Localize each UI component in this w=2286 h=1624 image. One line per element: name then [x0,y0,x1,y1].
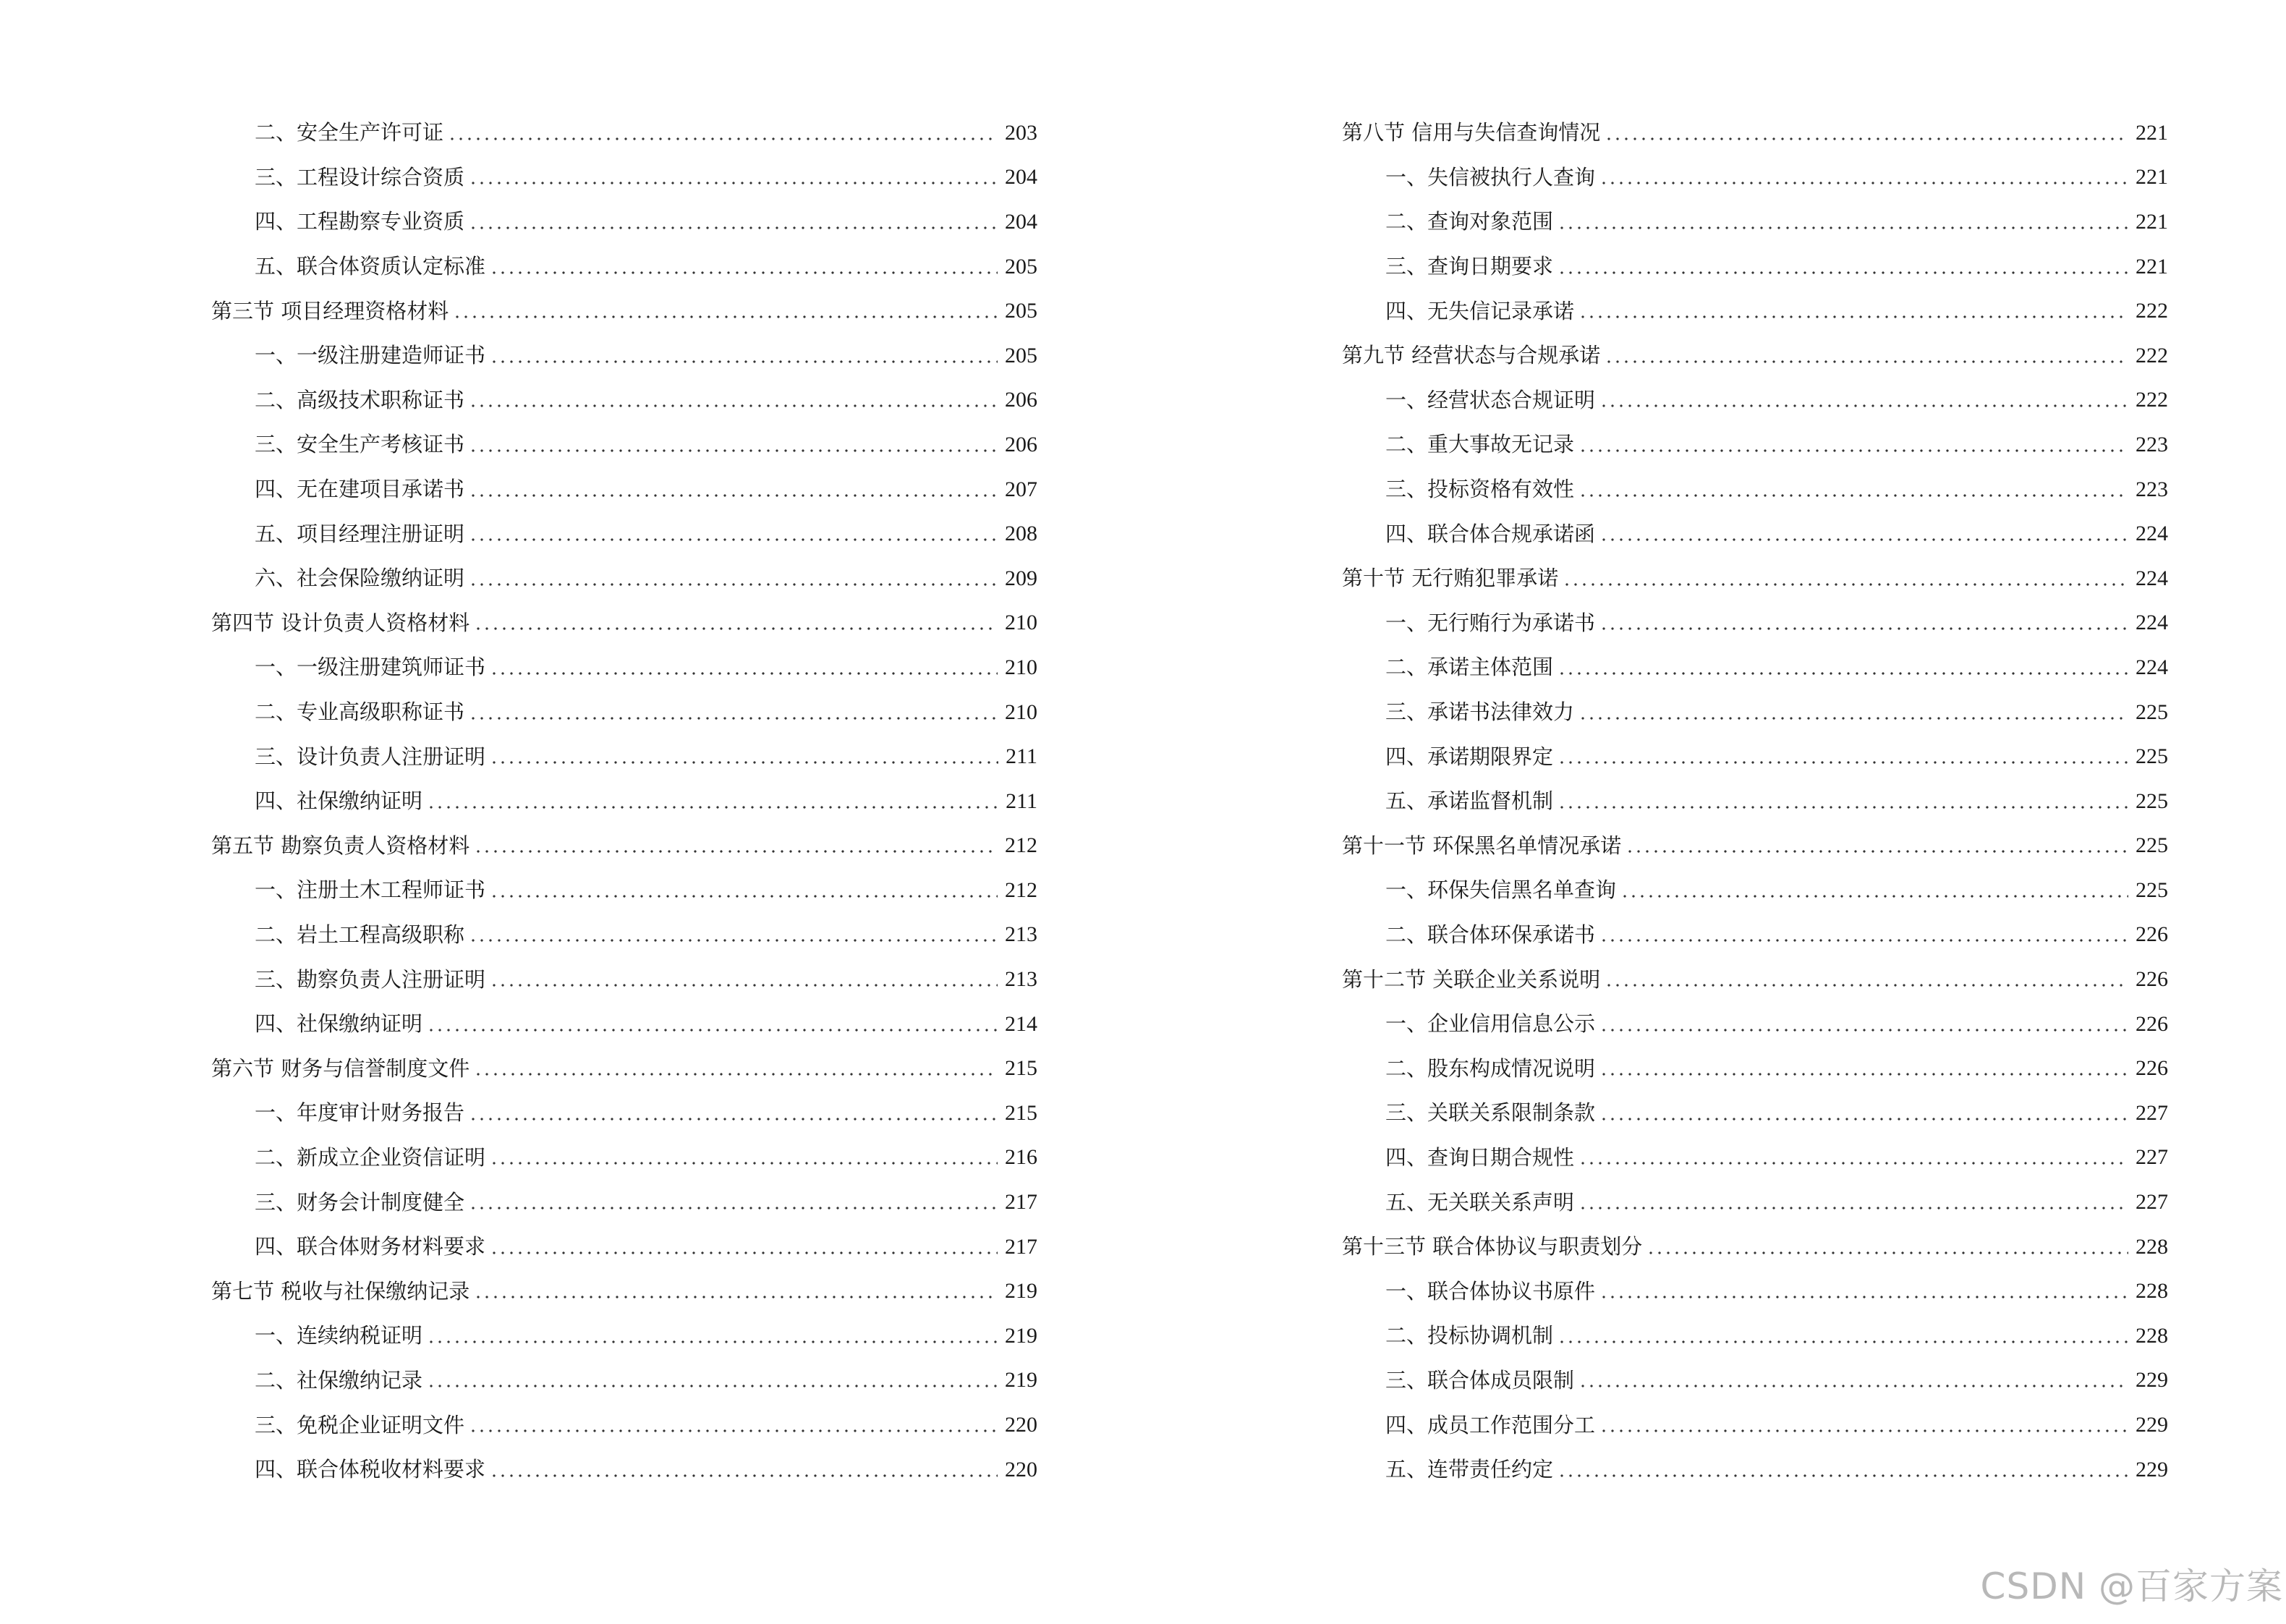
toc-subentry[interactable] [211,378,1037,423]
dot-leader [469,939,998,942]
toc-subentry[interactable] [211,556,1037,601]
toc-entry-label: 四、联合体税收材料要求 [255,1457,486,1482]
toc-page-number: 226 [2136,922,2168,947]
toc-subentry[interactable] [211,645,1037,690]
toc-page-number: 213 [1005,967,1037,992]
toc-page-number: 220 [1005,1413,1037,1437]
dot-leader [1558,1340,2128,1343]
toc-page-number: 229 [2136,1368,2168,1393]
toc-subentry[interactable] [1342,645,2168,690]
toc-subentry[interactable] [211,200,1037,245]
toc-subentry[interactable] [1342,289,2168,333]
dot-leader [474,850,998,853]
toc-subentry[interactable] [211,913,1037,958]
dot-leader [469,449,998,452]
toc-page-number: 211 [1006,744,1037,769]
dot-leader [1599,627,2128,630]
toc-subentry[interactable] [211,957,1037,1002]
dot-leader [490,1474,998,1477]
toc-page-number: 210 [1005,611,1037,635]
toc-page-number: 216 [1005,1145,1037,1170]
toc-page-number: 220 [1005,1457,1037,1481]
dot-leader [1605,137,2128,140]
dot-leader [474,627,998,630]
toc-page-number: 207 [1005,477,1037,501]
dot-leader [448,137,998,140]
toc-page-number: 223 [2136,432,2168,456]
toc-subentry[interactable] [211,1403,1037,1447]
toc-entry-label: 一、无行贿行为承诺书 [1385,610,1596,635]
dot-leader [1599,182,2128,184]
dot-leader [490,761,998,764]
dot-leader [1599,538,2128,541]
dot-leader [1578,449,2128,452]
toc-section-entry[interactable] [1342,824,2168,869]
dot-leader [1558,271,2128,274]
toc-page-number: 222 [2136,343,2168,367]
dot-leader [490,271,998,274]
toc-entry-label: 四、无在建项目承诺书 [255,477,465,502]
toc-subentry[interactable] [1342,1046,2168,1091]
toc-page-number: 229 [2136,1413,2168,1437]
toc-entry-label: 二、专业高级职称证书 [255,700,465,725]
dot-leader [469,494,998,497]
toc-entry-label: 二、股东构成情况说明 [1385,1055,1596,1081]
dot-leader [1620,895,2128,898]
toc-subentry[interactable] [211,111,1037,156]
dot-leader [1558,761,2128,764]
toc-page-number: 227 [2136,1100,2168,1125]
toc-page-number: 211 [1006,788,1037,813]
toc-entry-label: 五、连带责任约定 [1385,1457,1554,1482]
toc-subentry[interactable] [211,245,1037,289]
dot-leader [1578,1162,2128,1165]
toc-page-number: 223 [2136,477,2168,501]
toc-page-number: 210 [1005,655,1037,679]
dot-leader [1558,672,2128,675]
toc-entry-label: 二、查询对象范围 [1385,209,1554,234]
toc-page-number: 212 [1005,877,1037,902]
toc-entry-label: 二、重大事故无记录 [1385,432,1575,457]
toc-page-number: 205 [1005,343,1037,367]
toc-page-number: 205 [1005,254,1037,279]
toc-subentry[interactable] [211,1002,1037,1047]
toc-entry-label: 四、社保缴纳证明 [255,1011,423,1037]
dot-leader [1563,583,2128,586]
dot-leader [1558,806,2128,809]
toc-entry-label: 一、注册土木工程师证书 [255,877,486,903]
toc-page-number: 225 [2136,744,2168,769]
dot-leader [1599,1118,2128,1121]
toc-subentry[interactable] [211,467,1037,512]
toc-entry-label: 三、勘察负责人注册证明 [255,966,486,992]
toc-section-entry[interactable] [1342,111,2168,156]
toc-subentry[interactable] [1342,422,2168,467]
toc-right-column [1342,111,2168,1492]
dot-leader [427,1029,998,1032]
toc-entry-label: 四、承诺期限界定 [1385,744,1554,769]
toc-page-number: 226 [2136,1011,2168,1036]
toc-entry-label: 一、年度审计财务报告 [255,1100,465,1126]
dot-leader [469,717,998,720]
toc-entry-label: 三、联合体成员限制 [1385,1367,1575,1393]
toc-entry-label: 第十二节 关联企业关系说明 [1342,966,1601,992]
dot-leader [469,1118,998,1121]
toc-subentry[interactable] [1342,868,2168,913]
dot-leader [427,1340,998,1343]
dot-leader [453,315,998,318]
toc-section-entry[interactable] [1342,1225,2168,1270]
toc-entry-label: 四、社保缴纳证明 [255,788,423,814]
toc-section-entry[interactable] [211,1269,1037,1314]
toc-entry-label: 二、岩土工程高级职称 [255,922,465,947]
toc-subentry[interactable] [1342,511,2168,556]
toc-entry-label: 五、承诺监督机制 [1385,788,1554,814]
toc-subentry[interactable] [1342,1002,2168,1047]
toc-section-entry[interactable] [211,824,1037,869]
toc-page-number: 208 [1005,522,1037,546]
dot-leader [474,1073,998,1076]
toc-subentry[interactable] [211,1447,1037,1492]
dot-leader [490,360,998,363]
toc-entry-label: 第五节 勘察负责人资格材料 [211,833,470,858]
toc-subentry[interactable] [211,511,1037,556]
toc-entry-label: 第三节 项目经理资格材料 [211,298,449,323]
toc-entry-label: 一、企业信用信息公示 [1385,1011,1596,1037]
toc-entry-label: 四、成员工作范围分工 [1385,1412,1596,1437]
toc-page-number: 224 [2136,566,2168,590]
toc-page-number: 229 [2136,1457,2168,1481]
dot-leader [1578,315,2128,318]
toc-subentry[interactable] [1342,779,2168,824]
toc-entry-label: 二、联合体环保承诺书 [1385,922,1596,947]
toc-entry-label: 三、投标资格有效性 [1385,477,1575,502]
toc-subentry[interactable] [1342,1136,2168,1181]
toc-entry-label: 四、联合体财务材料要求 [255,1234,486,1259]
toc-entry-label: 二、新成立企业资信证明 [255,1144,486,1170]
toc-entry-label: 一、一级注册建筑师证书 [255,655,486,680]
toc-entry-label: 三、承诺书法律效力 [1385,700,1575,725]
dot-leader [1578,1385,2128,1387]
toc-entry-label: 三、查询日期要求 [1385,254,1554,279]
toc-subentry[interactable] [1342,690,2168,735]
toc-page-number: 219 [1005,1368,1037,1393]
toc-subentry[interactable] [1342,245,2168,289]
toc-entry-label: 二、社保缴纳记录 [255,1367,423,1393]
toc-entry-label: 二、承诺主体范围 [1385,655,1554,680]
dot-leader [427,806,998,809]
dot-leader [1605,360,2128,363]
toc-subentry[interactable] [1342,1269,2168,1314]
toc-subentry[interactable] [211,1314,1037,1359]
toc-section-entry[interactable] [211,289,1037,333]
toc-entry-label: 四、无失信记录承诺 [1385,298,1575,323]
toc-page-number: 226 [2136,967,2168,992]
dot-leader [469,583,998,586]
toc-section-entry[interactable] [211,1046,1037,1091]
toc-page-number: 210 [1005,700,1037,724]
toc-page-number: 226 [2136,1056,2168,1081]
toc-page-number: 209 [1005,566,1037,590]
toc-page-number: 222 [2136,299,2168,323]
toc-page-number: 205 [1005,299,1037,323]
toc-section-entry[interactable] [1342,556,2168,601]
toc-page-number: 215 [1005,1056,1037,1081]
toc-entry-label: 三、设计负责人注册证明 [255,744,486,769]
toc-page-number: 206 [1005,432,1037,456]
dot-leader [1599,404,2128,407]
toc-entry-label: 一、失信被执行人查询 [1385,164,1596,190]
toc-entry-label: 二、投标协调机制 [1385,1323,1554,1348]
toc-entry-label: 二、高级技术职称证书 [255,387,465,412]
dot-leader [490,1251,998,1254]
toc-entry-label: 五、项目经理注册证明 [255,521,465,546]
toc-entry-label: 三、财务会计制度健全 [255,1189,465,1215]
dot-leader [474,1296,998,1298]
toc-page-number: 221 [2136,209,2168,234]
toc-subentry[interactable] [211,690,1037,735]
toc-subentry[interactable] [211,1359,1037,1403]
toc-page-number: 224 [2136,522,2168,546]
toc-section-entry[interactable] [1342,957,2168,1002]
toc-page-number: 212 [1005,833,1037,858]
dot-leader [490,984,998,987]
dot-leader [469,182,998,184]
toc-page-number: 228 [2136,1323,2168,1348]
toc-entry-label: 第六节 财务与信誉制度文件 [211,1055,470,1081]
dot-leader [1599,1073,2128,1076]
toc-page-number: 217 [1005,1190,1037,1215]
dot-leader [469,404,998,407]
toc-subentry[interactable] [1342,1180,2168,1225]
toc-page-number: 225 [2136,788,2168,813]
toc-subentry[interactable] [1342,1447,2168,1492]
dot-leader [1558,226,2128,229]
dot-leader [1599,1029,2128,1032]
toc-entry-label: 三、免税企业证明文件 [255,1412,465,1437]
toc-subentry[interactable] [1342,1091,2168,1136]
toc-subentry[interactable] [1342,378,2168,423]
toc-entry-label: 一、一级注册建造师证书 [255,343,486,368]
toc-subentry[interactable] [1342,1314,2168,1359]
toc-entry-label: 第八节 信用与失信查询情况 [1342,120,1601,145]
toc-section-entry[interactable] [1342,333,2168,378]
toc-page-number: 204 [1005,209,1037,234]
toc-subentry[interactable] [1342,601,2168,646]
toc-page-number: 217 [1005,1234,1037,1259]
toc-entry-label: 五、联合体资质认定标准 [255,254,486,279]
toc-subentry[interactable] [211,333,1037,378]
toc-page-number: 219 [1005,1279,1037,1304]
dot-leader [1626,850,2128,853]
dot-leader [1578,1207,2128,1210]
toc-entry-label: 第四节 设计负责人资格材料 [211,610,470,635]
toc-page-number: 225 [2136,877,2168,902]
toc-entry-label: 三、关联关系限制条款 [1385,1100,1596,1126]
toc-page-number: 224 [2136,611,2168,635]
toc-subentry[interactable] [1342,1359,2168,1403]
dot-leader [1599,1429,2128,1432]
toc-page-number: 228 [2136,1234,2168,1259]
toc-subentry[interactable] [211,1225,1037,1270]
toc-entry-label: 一、连续纳税证明 [255,1323,423,1348]
toc-entry-label: 四、工程勘察专业资质 [255,209,465,234]
toc-left-column [211,111,1037,1492]
dot-leader [490,1162,998,1165]
toc-page-number: 221 [2136,165,2168,190]
toc-page-number: 219 [1005,1323,1037,1348]
dot-leader [1605,984,2128,987]
dot-leader [469,538,998,541]
toc-entry-label: 四、联合体合规承诺函 [1385,521,1596,546]
dot-leader [1578,494,2128,497]
dot-leader [1578,717,2128,720]
dot-leader [469,1207,998,1210]
toc-page-number: 206 [1005,388,1037,412]
dot-leader [469,226,998,229]
toc-subentry[interactable] [1342,467,2168,512]
toc-subentry[interactable] [1342,734,2168,779]
toc-entry-label: 第十一节 环保黑名单情况承诺 [1342,833,1622,858]
dot-leader [1646,1251,2128,1254]
toc-page-number: 214 [1005,1011,1037,1036]
toc-subentry[interactable] [1342,200,2168,245]
csdn-watermark: CSDN @百家方案 [1980,1565,2283,1607]
toc-entry-label: 三、安全生产考核证书 [255,432,465,457]
toc-entry-label: 二、安全生产许可证 [255,120,444,145]
dot-leader [490,895,998,898]
toc-subentry[interactable] [1342,913,2168,958]
toc-entry-label: 一、联合体协议书原件 [1385,1278,1596,1304]
toc-page-number: 203 [1005,120,1037,145]
toc-subentry[interactable] [211,1136,1037,1181]
toc-page-number: 228 [2136,1279,2168,1304]
toc-subentry[interactable] [211,1091,1037,1136]
toc-entry-label: 第十节 无行贿犯罪承诺 [1342,566,1559,591]
toc-subentry[interactable] [211,779,1037,824]
toc-subentry[interactable] [211,156,1037,200]
toc-entry-label: 一、环保失信黑名单查询 [1385,877,1617,903]
toc-entry-label: 第七节 税收与社保缴纳记录 [211,1278,470,1304]
toc-page-number: 221 [2136,254,2168,279]
dot-leader [427,1385,998,1387]
toc-subentry[interactable] [211,868,1037,913]
toc-page-number: 225 [2136,700,2168,724]
toc-entry-label: 第十三节 联合体协议与职责划分 [1342,1234,1643,1259]
toc-entry-label: 五、无关联关系声明 [1385,1189,1575,1215]
toc-subentry[interactable] [1342,156,2168,200]
toc-entry-label: 三、工程设计综合资质 [255,164,465,190]
toc-section-entry[interactable] [211,601,1037,646]
dot-leader [490,672,998,675]
toc-page-number: 227 [2136,1190,2168,1215]
toc-page-number: 204 [1005,165,1037,190]
toc-subentry[interactable] [211,734,1037,779]
toc-subentry[interactable] [1342,1403,2168,1447]
toc-page-number: 215 [1005,1100,1037,1125]
toc-page-number: 221 [2136,120,2168,145]
toc-subentry[interactable] [211,1180,1037,1225]
toc-subentry[interactable] [211,422,1037,467]
toc-entry-label: 一、经营状态合规证明 [1385,387,1596,412]
toc-page-number: 222 [2136,388,2168,412]
toc-entry-label: 第九节 经营状态与合规承诺 [1342,343,1601,368]
dot-leader [1599,939,2128,942]
toc-entry-label: 四、查询日期合规性 [1385,1144,1575,1170]
toc-page-number: 224 [2136,655,2168,679]
toc-page-number: 225 [2136,833,2168,858]
toc-entry-label: 六、社会保险缴纳证明 [255,566,465,591]
dot-leader [1558,1474,2128,1477]
toc-page-number: 213 [1005,922,1037,947]
dot-leader [1599,1296,2128,1298]
toc-page-number: 227 [2136,1145,2168,1170]
dot-leader [469,1429,998,1432]
